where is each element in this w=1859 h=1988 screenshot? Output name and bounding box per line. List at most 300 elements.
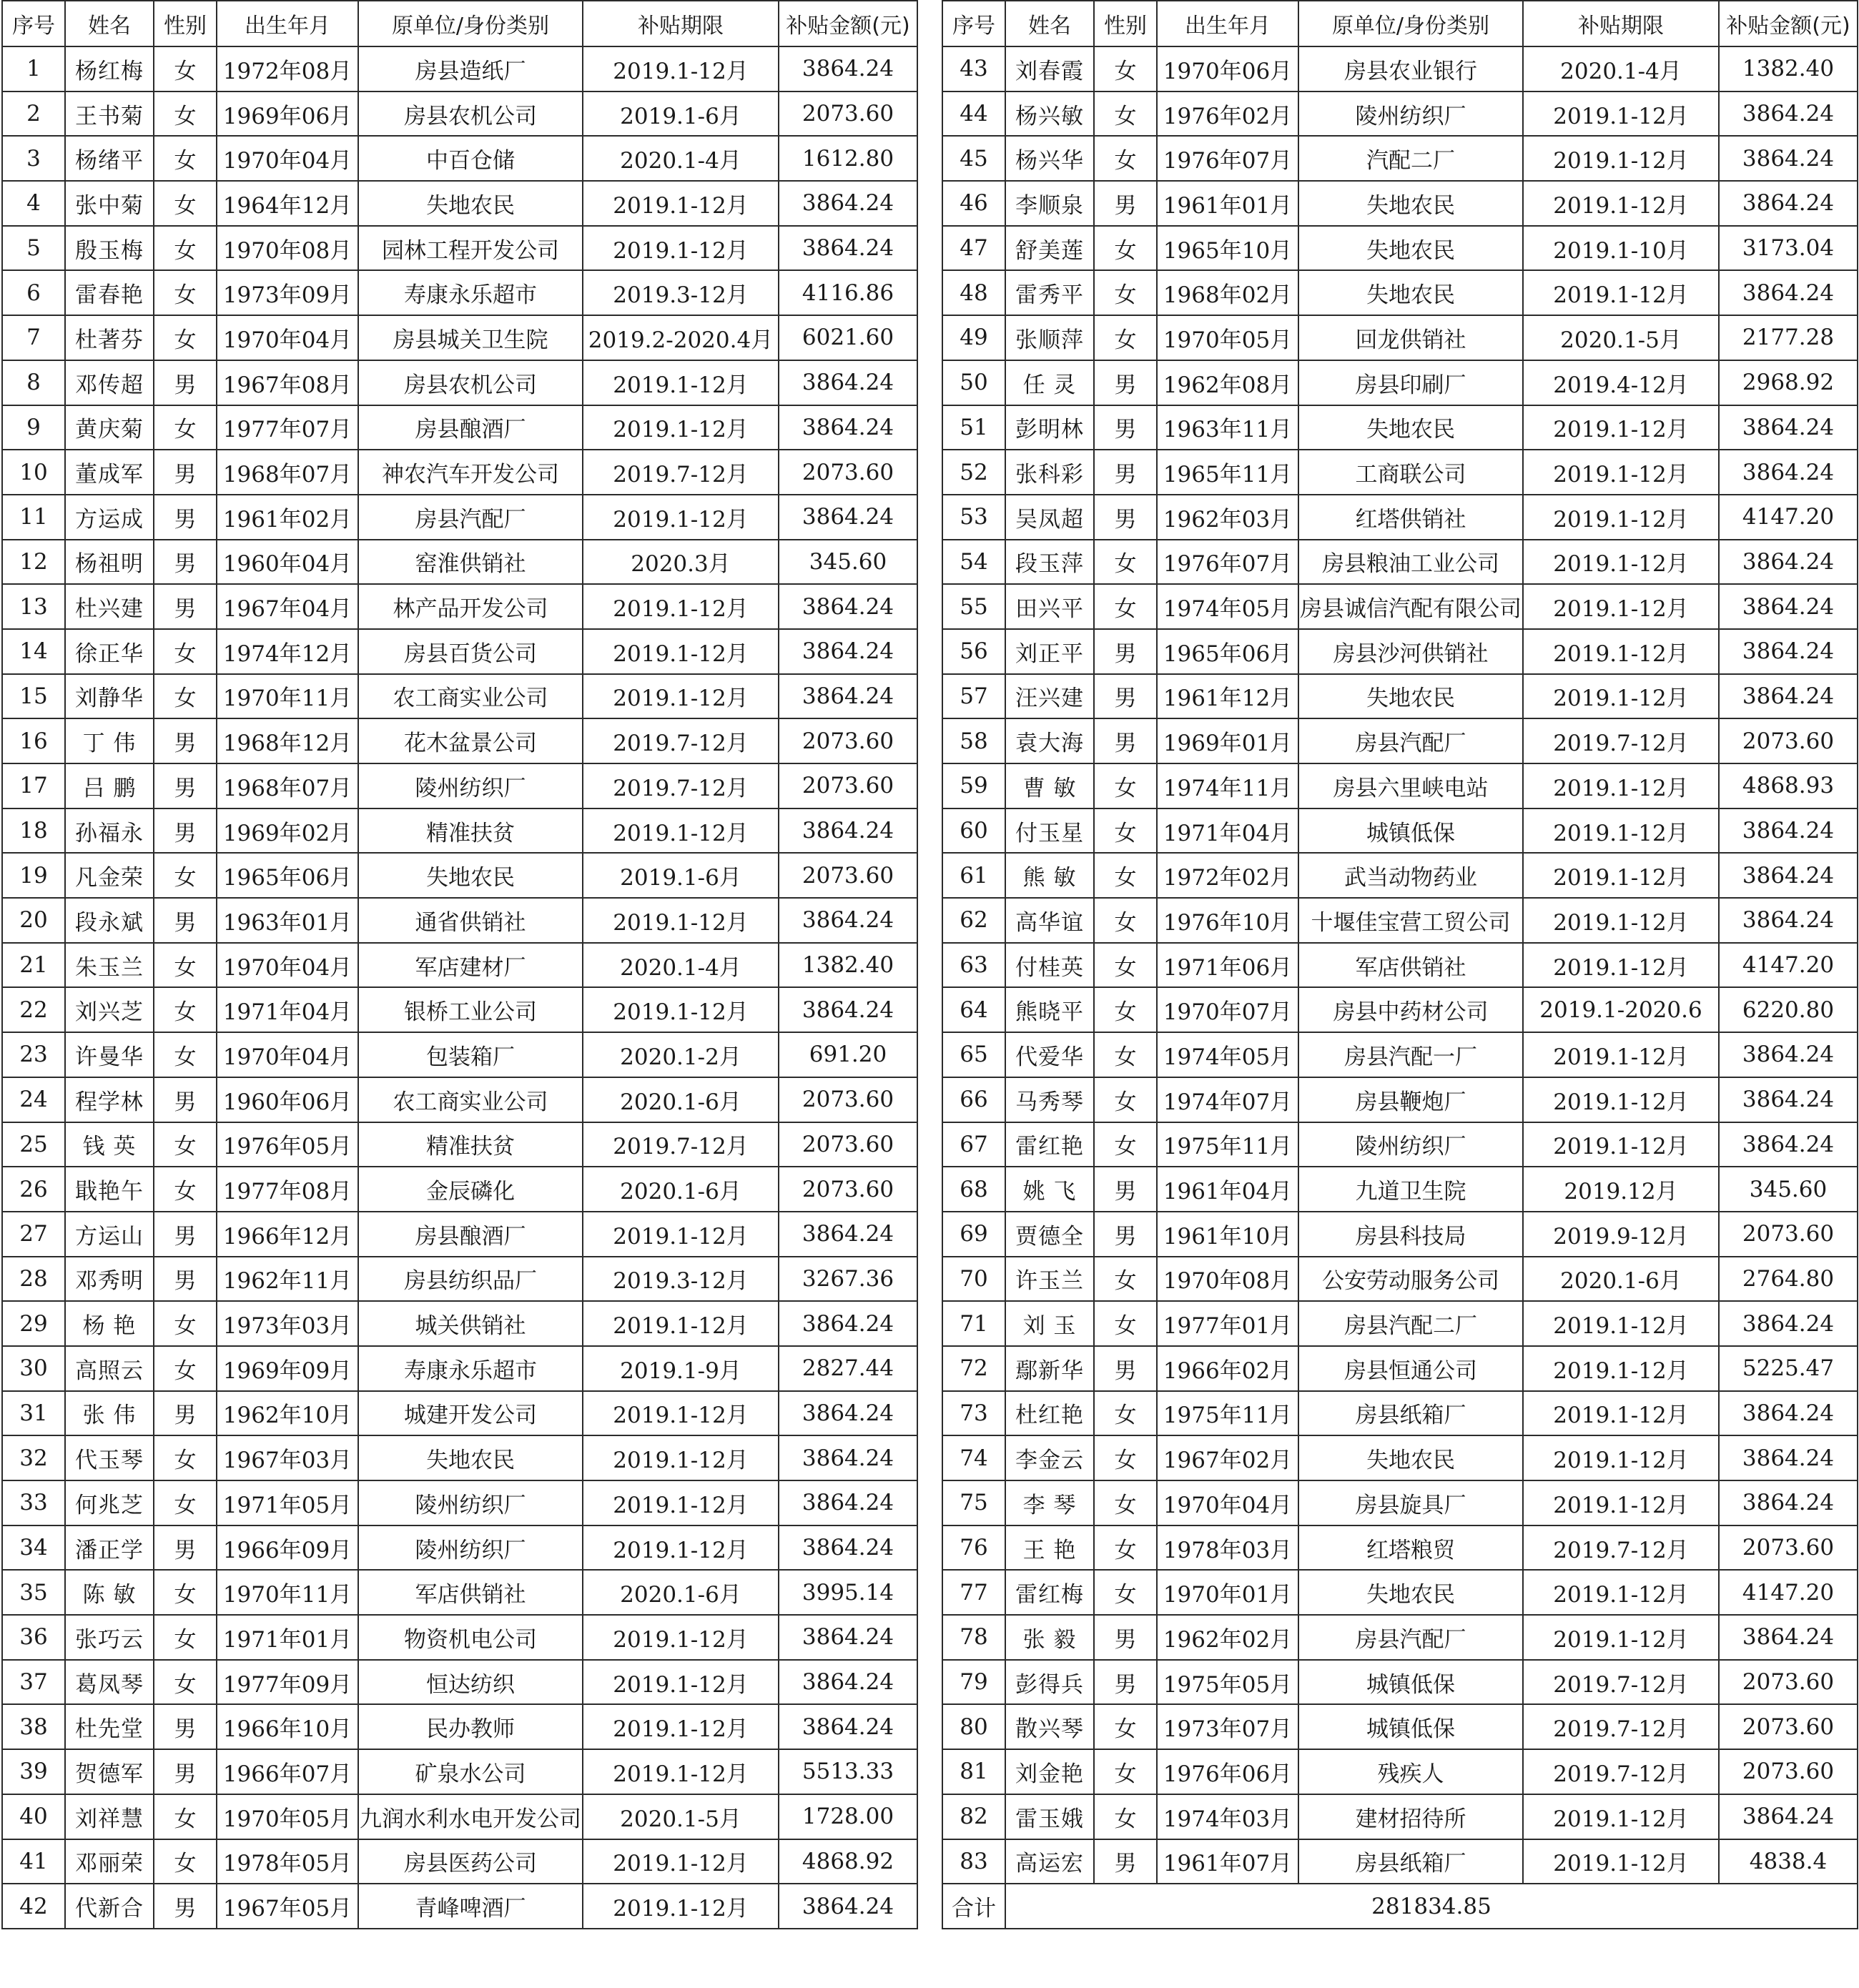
cell-amount: 2073.60 (779, 92, 917, 137)
cell-unit: 城镇低保 (1298, 808, 1523, 854)
cell-amount: 3864.24 (1719, 450, 1858, 495)
cell-seq: 43 (942, 46, 1005, 92)
cell-seq: 62 (942, 898, 1005, 943)
cell-seq: 75 (942, 1480, 1005, 1525)
cell-unit: 房县诚信汽配有限公司 (1298, 584, 1523, 629)
table-row (2, 584, 917, 629)
cell-period: 2019.1-12月 (583, 1525, 779, 1571)
cell-seq: 48 (942, 270, 1005, 315)
cell-name: 吴凤超 (1005, 495, 1094, 540)
cell-period: 2019.1-12月 (583, 1212, 779, 1257)
cell-amount: 3995.14 (779, 1570, 917, 1615)
cell-seq: 70 (942, 1257, 1005, 1302)
cell-unit: 工商联公司 (1298, 450, 1523, 495)
cell-name: 徐正华 (65, 629, 154, 674)
cell-unit: 农工商实业公司 (358, 1077, 583, 1122)
cell-amount: 2073.60 (779, 1122, 917, 1167)
cell-unit: 房县城关卫生院 (358, 315, 583, 360)
cell-seq: 82 (942, 1794, 1005, 1839)
cell-birth: 1964年12月 (217, 181, 358, 226)
cell-name: 张 毅 (1005, 1615, 1094, 1660)
cell-amount: 3864.24 (779, 1525, 917, 1571)
cell-gender: 女 (154, 315, 217, 360)
cell-amount: 3864.24 (1719, 136, 1858, 181)
cell-gender: 男 (1094, 1167, 1157, 1212)
cell-name: 代爱华 (1005, 1032, 1094, 1077)
table-row (942, 1077, 1858, 1122)
cell-birth: 1960年04月 (217, 540, 358, 585)
cell-gender: 男 (154, 1884, 217, 1929)
cell-unit: 矿泉水公司 (358, 1749, 583, 1794)
cell-amount: 3864.24 (779, 1884, 917, 1929)
header-seq: 序号 (942, 1, 1005, 46)
cell-name: 贺德军 (65, 1749, 154, 1794)
cell-amount: 3864.24 (779, 898, 917, 943)
cell-birth: 1976年07月 (1157, 540, 1298, 585)
cell-amount: 2073.60 (1719, 1212, 1858, 1257)
cell-name: 张巧云 (65, 1615, 154, 1660)
table-row (2, 495, 917, 540)
cell-name: 雷春艳 (65, 270, 154, 315)
cell-gender: 男 (1094, 1839, 1157, 1884)
cell-name: 代新合 (65, 1884, 154, 1929)
cell-amount: 2073.60 (1719, 1660, 1858, 1705)
table-row (942, 853, 1858, 898)
cell-unit: 房县汽配一厂 (1298, 1032, 1523, 1077)
cell-unit: 军店供销社 (1298, 943, 1523, 988)
cell-seq: 19 (2, 853, 65, 898)
cell-gender: 女 (154, 1301, 217, 1346)
cell-birth: 1963年11月 (1157, 405, 1298, 450)
cell-unit: 房县中药材公司 (1298, 987, 1523, 1032)
cell-unit: 失地农民 (358, 1435, 583, 1480)
cell-amount: 345.60 (779, 540, 917, 585)
cell-gender: 女 (154, 987, 217, 1032)
cell-amount: 2073.60 (779, 763, 917, 808)
cell-gender: 男 (154, 360, 217, 405)
cell-birth: 1970年04月 (217, 1032, 358, 1077)
cell-seq: 46 (942, 181, 1005, 226)
cell-period: 2019.1-12月 (583, 1839, 779, 1884)
cell-name: 刘 玉 (1005, 1301, 1094, 1346)
cell-gender: 女 (154, 1570, 217, 1615)
cell-name: 雷秀平 (1005, 270, 1094, 315)
table-row (942, 1391, 1858, 1436)
cell-seq: 21 (2, 943, 65, 988)
cell-amount: 3864.24 (1719, 1794, 1858, 1839)
cell-amount: 1382.40 (1719, 46, 1858, 92)
cell-seq: 81 (942, 1749, 1005, 1794)
cell-seq: 54 (942, 540, 1005, 585)
cell-amount: 3864.24 (1719, 629, 1858, 674)
cell-name: 鄢新华 (1005, 1346, 1094, 1391)
cell-birth: 1971年05月 (217, 1480, 358, 1525)
cell-amount: 3864.24 (1719, 405, 1858, 450)
cell-unit: 通省供销社 (358, 898, 583, 943)
header-seq: 序号 (2, 1, 65, 46)
cell-unit: 房县汽配厂 (1298, 1615, 1523, 1660)
cell-name: 杨兴华 (1005, 136, 1094, 181)
cell-period: 2019.1-6月 (583, 92, 779, 137)
cell-amount: 3864.24 (779, 1212, 917, 1257)
cell-gender: 女 (1094, 1525, 1157, 1571)
cell-amount: 3864.24 (1719, 808, 1858, 854)
cell-gender: 女 (1094, 987, 1157, 1032)
table-row (942, 1032, 1858, 1077)
cell-name: 杜红艳 (1005, 1391, 1094, 1436)
cell-amount: 4868.92 (779, 1839, 917, 1884)
cell-seq: 10 (2, 450, 65, 495)
header-period: 补贴期限 (583, 1, 779, 46)
cell-amount: 3864.24 (1719, 270, 1858, 315)
cell-gender: 女 (1094, 1480, 1157, 1525)
cell-amount: 3864.24 (1719, 181, 1858, 226)
cell-seq: 7 (2, 315, 65, 360)
cell-amount: 4147.20 (1719, 495, 1858, 540)
cell-gender: 男 (1094, 181, 1157, 226)
cell-period: 2019.1-12月 (1523, 1839, 1719, 1884)
cell-period: 2019.1-12月 (583, 629, 779, 674)
cell-name: 杨兴敏 (1005, 92, 1094, 137)
table-row (2, 1032, 917, 1077)
cell-period: 2019.1-12月 (1523, 853, 1719, 898)
cell-name: 黄庆菊 (65, 405, 154, 450)
header-period: 补贴期限 (1523, 1, 1719, 46)
cell-seq: 9 (2, 405, 65, 450)
cell-birth: 1970年06月 (1157, 46, 1298, 92)
cell-amount: 3864.24 (1719, 674, 1858, 719)
cell-amount: 3864.24 (1719, 853, 1858, 898)
cell-birth: 1970年01月 (1157, 1570, 1298, 1615)
cell-name: 张科彩 (1005, 450, 1094, 495)
cell-name: 雷玉娥 (1005, 1794, 1094, 1839)
cell-seq: 64 (942, 987, 1005, 1032)
cell-period: 2019.1-12月 (583, 360, 779, 405)
cell-gender: 女 (1094, 584, 1157, 629)
cell-seq: 36 (2, 1615, 65, 1660)
cell-birth: 1970年11月 (217, 1570, 358, 1615)
cell-seq: 73 (942, 1391, 1005, 1436)
cell-amount: 3864.24 (779, 629, 917, 674)
cell-amount: 3864.24 (779, 226, 917, 271)
cell-seq: 80 (942, 1704, 1005, 1749)
table-row (942, 270, 1858, 315)
cell-name: 张顺萍 (1005, 315, 1094, 360)
cell-seq: 34 (2, 1525, 65, 1571)
table-row (2, 181, 917, 226)
cell-name: 舒美莲 (1005, 226, 1094, 271)
cell-unit: 房县农业银行 (1298, 46, 1523, 92)
cell-seq: 59 (942, 763, 1005, 808)
cell-birth: 1970年04月 (217, 136, 358, 181)
cell-period: 2020.1-4月 (583, 943, 779, 988)
cell-seq: 69 (942, 1212, 1005, 1257)
cell-name: 李 琴 (1005, 1480, 1094, 1525)
cell-gender: 女 (154, 943, 217, 988)
table-row (2, 1615, 917, 1660)
cell-period: 2019.1-12月 (583, 987, 779, 1032)
cell-birth: 1966年12月 (217, 1212, 358, 1257)
cell-unit: 失地农民 (1298, 405, 1523, 450)
table-row (2, 1122, 917, 1167)
cell-seq: 39 (2, 1749, 65, 1794)
cell-amount: 3864.24 (779, 495, 917, 540)
cell-birth: 1977年07月 (217, 405, 358, 450)
cell-birth: 1975年11月 (1157, 1122, 1298, 1167)
cell-seq: 18 (2, 808, 65, 854)
cell-unit: 精准扶贫 (358, 1122, 583, 1167)
cell-birth: 1978年05月 (217, 1839, 358, 1884)
cell-amount: 4116.86 (779, 270, 917, 315)
cell-seq: 83 (942, 1839, 1005, 1884)
cell-name: 邓传超 (65, 360, 154, 405)
cell-seq: 50 (942, 360, 1005, 405)
cell-unit: 红塔供销社 (1298, 495, 1523, 540)
cell-seq: 63 (942, 943, 1005, 988)
table-row (942, 1301, 1858, 1346)
cell-period: 2019.1-12月 (583, 1435, 779, 1480)
cell-name: 杨绪平 (65, 136, 154, 181)
cell-birth: 1966年07月 (217, 1749, 358, 1794)
cell-birth: 1965年10月 (1157, 226, 1298, 271)
table-row (942, 584, 1858, 629)
cell-unit: 房县医药公司 (358, 1839, 583, 1884)
subsidy-table-right (942, 0, 1858, 1929)
cell-gender: 女 (154, 1167, 217, 1212)
cell-name: 杨祖明 (65, 540, 154, 585)
cell-period: 2019.1-12月 (583, 1749, 779, 1794)
table-row (2, 1749, 917, 1794)
table-row (942, 943, 1858, 988)
table-row (2, 136, 917, 181)
cell-birth: 1972年02月 (1157, 853, 1298, 898)
cell-birth: 1976年02月 (1157, 92, 1298, 137)
cell-name: 刘静华 (65, 674, 154, 719)
cell-period: 2019.1-12月 (1523, 1346, 1719, 1391)
cell-name: 姚 飞 (1005, 1167, 1094, 1212)
cell-name: 付桂英 (1005, 943, 1094, 988)
cell-amount: 345.60 (1719, 1167, 1858, 1212)
cell-amount: 691.20 (779, 1032, 917, 1077)
cell-birth: 1972年08月 (217, 46, 358, 92)
cell-seq: 67 (942, 1122, 1005, 1167)
cell-amount: 2073.60 (779, 1077, 917, 1122)
cell-unit: 九道卫生院 (1298, 1167, 1523, 1212)
cell-amount: 6021.60 (779, 315, 917, 360)
cell-period: 2019.1-12月 (1523, 763, 1719, 808)
cell-seq: 44 (942, 92, 1005, 137)
cell-name: 邓丽荣 (65, 1839, 154, 1884)
cell-unit: 房县印刷厂 (1298, 360, 1523, 405)
cell-period: 2019.1-12月 (1523, 898, 1719, 943)
cell-unit: 房县恒通公司 (1298, 1346, 1523, 1391)
header-gender: 性别 (154, 1, 217, 46)
cell-name: 许曼华 (65, 1032, 154, 1077)
table-row (2, 718, 917, 763)
cell-gender: 男 (154, 1077, 217, 1122)
cell-gender: 男 (154, 1212, 217, 1257)
cell-birth: 1976年06月 (1157, 1749, 1298, 1794)
table-row (942, 1839, 1858, 1884)
cell-seq: 30 (2, 1346, 65, 1391)
cell-unit: 回龙供销社 (1298, 315, 1523, 360)
cell-birth: 1978年03月 (1157, 1525, 1298, 1571)
cell-birth: 1967年02月 (1157, 1435, 1298, 1480)
cell-birth: 1976年05月 (217, 1122, 358, 1167)
cell-name: 田兴平 (1005, 584, 1094, 629)
cell-gender: 女 (154, 1346, 217, 1391)
cell-unit: 银桥工业公司 (358, 987, 583, 1032)
cell-gender: 男 (154, 763, 217, 808)
cell-gender: 男 (154, 1704, 217, 1749)
cell-seq: 12 (2, 540, 65, 585)
cell-birth: 1962年11月 (217, 1257, 358, 1302)
cell-name: 彭得兵 (1005, 1660, 1094, 1705)
cell-name: 吕 鹏 (65, 763, 154, 808)
cell-birth: 1967年08月 (217, 360, 358, 405)
cell-name: 方运山 (65, 1212, 154, 1257)
cell-unit: 房县鞭炮厂 (1298, 1077, 1523, 1122)
table-row (2, 405, 917, 450)
cell-birth: 1966年10月 (217, 1704, 358, 1749)
cell-period: 2019.1-12月 (1523, 1570, 1719, 1615)
table-row (942, 1615, 1858, 1660)
cell-gender: 男 (154, 495, 217, 540)
cell-gender: 女 (1094, 853, 1157, 898)
table-row (942, 1525, 1858, 1571)
cell-name: 汪兴建 (1005, 674, 1094, 719)
cell-name: 段玉萍 (1005, 540, 1094, 585)
table-row (2, 1480, 917, 1525)
cell-gender: 男 (1094, 1346, 1157, 1391)
cell-amount: 3864.24 (1719, 1615, 1858, 1660)
cell-gender: 女 (1094, 540, 1157, 585)
cell-birth: 1974年11月 (1157, 763, 1298, 808)
cell-period: 2020.1-2月 (583, 1032, 779, 1077)
table-row (2, 943, 917, 988)
cell-birth: 1970年05月 (217, 1794, 358, 1839)
cell-amount: 3864.24 (1719, 1435, 1858, 1480)
table-row (942, 674, 1858, 719)
table-row (2, 1884, 917, 1929)
cell-birth: 1961年04月 (1157, 1167, 1298, 1212)
cell-seq: 47 (942, 226, 1005, 271)
cell-name: 程学林 (65, 1077, 154, 1122)
cell-name: 杨 艳 (65, 1301, 154, 1346)
cell-unit: 花木盆景公司 (358, 718, 583, 763)
cell-period: 2019.1-12月 (1523, 92, 1719, 137)
cell-amount: 3864.24 (779, 1480, 917, 1525)
cell-seq: 16 (2, 718, 65, 763)
cell-birth: 1971年04月 (217, 987, 358, 1032)
cell-period: 2019.1-12月 (583, 1301, 779, 1346)
cell-gender: 女 (1094, 1794, 1157, 1839)
cell-name: 贾德全 (1005, 1212, 1094, 1257)
table-row (942, 987, 1858, 1032)
cell-seq: 31 (2, 1391, 65, 1436)
cell-unit: 房县造纸厂 (358, 46, 583, 92)
cell-unit: 包装箱厂 (358, 1032, 583, 1077)
cell-period: 2020.1-4月 (1523, 46, 1719, 92)
cell-unit: 城镇低保 (1298, 1704, 1523, 1749)
cell-name: 张中菊 (65, 181, 154, 226)
cell-gender: 女 (154, 1839, 217, 1884)
cell-seq: 6 (2, 270, 65, 315)
cell-period: 2019.1-12月 (1523, 540, 1719, 585)
cell-birth: 1962年10月 (217, 1391, 358, 1436)
table-row (942, 1480, 1858, 1525)
cell-gender: 男 (1094, 405, 1157, 450)
cell-unit: 房县纸箱厂 (1298, 1391, 1523, 1436)
cell-amount: 4147.20 (1719, 1570, 1858, 1615)
header-amount: 补贴金额(元) (779, 1, 917, 46)
cell-period: 2019.7-12月 (1523, 1660, 1719, 1705)
cell-birth: 1971年06月 (1157, 943, 1298, 988)
cell-period: 2019.1-12月 (1523, 808, 1719, 854)
cell-seq: 77 (942, 1570, 1005, 1615)
cell-unit: 失地农民 (358, 181, 583, 226)
cell-seq: 49 (942, 315, 1005, 360)
table-row (2, 674, 917, 719)
cell-birth: 1966年02月 (1157, 1346, 1298, 1391)
cell-unit: 失地农民 (1298, 1570, 1523, 1615)
cell-gender: 男 (1094, 674, 1157, 719)
cell-period: 2019.1-12月 (583, 405, 779, 450)
table-row (942, 405, 1858, 450)
cell-gender: 女 (1094, 1570, 1157, 1615)
table-body-left (2, 46, 917, 1929)
cell-period: 2019.7-12月 (1523, 1525, 1719, 1571)
cell-period: 2019.1-9月 (583, 1346, 779, 1391)
cell-name: 雷红梅 (1005, 1570, 1094, 1615)
cell-period: 2020.1-6月 (583, 1570, 779, 1615)
cell-period: 2019.1-12月 (1523, 270, 1719, 315)
cell-name: 王 艳 (1005, 1525, 1094, 1571)
table-row (2, 450, 917, 495)
table-row (942, 1212, 1858, 1257)
cell-period: 2019.1-12月 (583, 1615, 779, 1660)
cell-name: 钱 英 (65, 1122, 154, 1167)
cell-birth: 1968年12月 (217, 718, 358, 763)
cell-gender: 男 (1094, 629, 1157, 674)
table-row (2, 1570, 917, 1615)
cell-name: 杜著芬 (65, 315, 154, 360)
cell-seq: 71 (942, 1301, 1005, 1346)
cell-name: 戢艳午 (65, 1167, 154, 1212)
header-birth: 出生年月 (1157, 1, 1298, 46)
cell-birth: 1977年08月 (217, 1167, 358, 1212)
cell-gender: 女 (1094, 808, 1157, 854)
cell-amount: 3864.24 (1719, 584, 1858, 629)
cell-unit: 陵州纺织厂 (1298, 92, 1523, 137)
cell-amount: 3864.24 (779, 1660, 917, 1705)
cell-name: 何兆芝 (65, 1480, 154, 1525)
cell-gender: 女 (1094, 763, 1157, 808)
cell-gender: 女 (1094, 315, 1157, 360)
cell-gender: 男 (1094, 360, 1157, 405)
cell-seq: 45 (942, 136, 1005, 181)
cell-unit: 房县科技局 (1298, 1212, 1523, 1257)
table-row (942, 1167, 1858, 1212)
cell-birth: 1969年02月 (217, 808, 358, 854)
cell-seq: 79 (942, 1660, 1005, 1705)
cell-gender: 男 (154, 1749, 217, 1794)
cell-birth: 1976年07月 (1157, 136, 1298, 181)
cell-amount: 3864.24 (1719, 898, 1858, 943)
cell-seq: 68 (942, 1167, 1005, 1212)
cell-period: 2019.1-12月 (1523, 1032, 1719, 1077)
cell-period: 2019.1-12月 (1523, 1615, 1719, 1660)
